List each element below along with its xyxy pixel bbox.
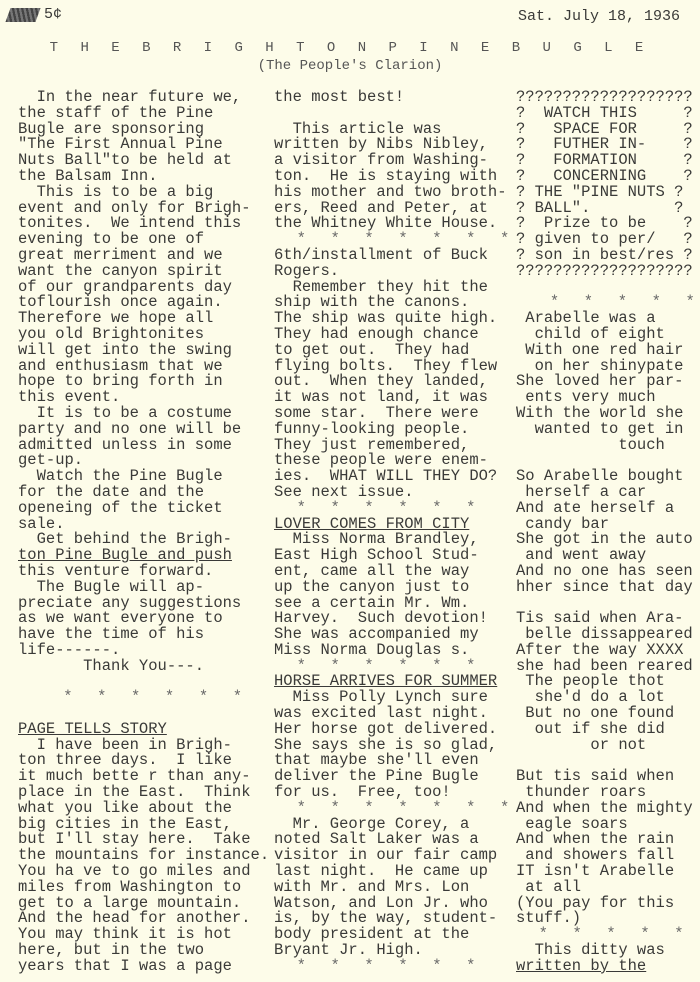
text-line: ? BALL". ? — [516, 198, 684, 217]
text-line: And when the mighty — [516, 798, 693, 817]
text-line: ? given to per/ ? — [516, 230, 693, 249]
text-line: evening to be one of — [18, 230, 205, 249]
text-line: thunder roars — [516, 783, 647, 802]
text-line: ? THE "PINE NUTS ? — [516, 182, 684, 201]
text-line: of our grandparents day — [18, 277, 232, 296]
text-line: the staff of the Pine — [18, 103, 214, 122]
text-line: have the time of his — [18, 625, 205, 644]
text-line: a visitor from Washing- — [274, 151, 488, 170]
text-line: It is to be a costume — [18, 403, 232, 422]
text-line: Thank You---. — [18, 656, 205, 675]
text-line: This is to be a big — [18, 182, 214, 201]
masthead-title: T H E B R I G H T O N P I N E B U G L E — [49, 40, 651, 56]
text-line: She got in the auto — [516, 530, 693, 549]
text-line: was excited last night. — [274, 704, 488, 723]
text-line: see a certain Mr. Wm. — [274, 593, 470, 612]
text-line: to get out. They had — [274, 340, 470, 359]
text-line: The Bugle will ap- — [18, 577, 205, 596]
separator-stars: * * * * * — [516, 925, 686, 944]
text-line: what you like about the — [18, 798, 232, 817]
text-line: This article was — [274, 119, 442, 138]
text-line: ? SPACE FOR ? — [516, 119, 693, 138]
text-line: years that I was a page — [18, 956, 232, 975]
text-line: place in the East. Think — [18, 783, 251, 802]
headline: ton Pine Bugle and push — [18, 546, 232, 565]
text-line: ies. WHAT WILL THEY DO? — [274, 467, 498, 486]
ink-smudge-icon — [5, 8, 40, 22]
text-line: They had enough chance — [274, 324, 479, 343]
text-line: herself a car — [516, 482, 647, 501]
text-line: big cities in the East, — [18, 814, 232, 833]
text-line: And the head for another. — [18, 909, 251, 928]
text-line: with Mr. and Mrs. Lon — [274, 877, 470, 896]
text-line: ent, came all the way — [274, 561, 470, 580]
text-line: or not — [516, 735, 647, 754]
text-line: stuff.) — [516, 909, 582, 928]
text-line: eagle soars — [516, 814, 628, 833]
text-line: And ate herself a — [516, 498, 675, 517]
column-right — [516, 90, 697, 975]
text-line: for us. Free, too! — [274, 783, 451, 802]
text-line: ? FUTHER IN- ? — [516, 135, 693, 154]
text-line: Watch the Pine Bugle — [18, 467, 223, 486]
text-line: openeing of the ticket — [18, 498, 223, 517]
masthead-subtitle: (The People's Clarion) — [257, 58, 443, 74]
text-line: Bryant Jr. High. — [274, 941, 423, 960]
text-line: the Balsam Inn. — [18, 166, 158, 185]
headline: PAGE TELLS STORY — [18, 719, 167, 738]
text-line: And when the rain — [516, 830, 675, 849]
text-line: written by Nibs Nibley, — [274, 135, 488, 154]
text-line: life------. — [18, 640, 121, 659]
text-line: ? Prize to be ? — [516, 214, 693, 233]
text-line: visitor in our fair camp — [274, 846, 498, 865]
text-line: ents very much — [516, 388, 656, 407]
text-line: After the way XXXX — [516, 640, 684, 659]
text-line: out if she did — [516, 719, 665, 738]
text-line: it was not land, it was — [274, 388, 488, 407]
text-line: See next issue. — [274, 482, 414, 501]
text-line: party and no one will be — [18, 419, 242, 438]
text-line: "The First Annual Pine — [18, 135, 223, 154]
text-line: event and only for Brigh- — [18, 198, 251, 217]
text-line: Bugle are sponsoring — [18, 119, 205, 138]
separator-stars: * * * * * — [516, 293, 697, 312]
text-line: The people thot — [516, 672, 665, 691]
text-line: and went away — [516, 546, 647, 565]
price-text: 5¢ — [44, 6, 63, 23]
text-line: You ha ve to go miles and — [18, 862, 251, 881]
text-line: ton three days. I like — [18, 751, 232, 770]
headline: HORSE ARRIVES FOR SUMMER — [274, 672, 498, 691]
text-line: Arabelle was a — [516, 309, 656, 328]
text-line: wanted to get in — [516, 419, 684, 438]
text-line: ? WATCH THIS ? — [516, 103, 693, 122]
text-line: funny-looking people. — [274, 419, 470, 438]
text-line: that maybe she'll even — [274, 751, 479, 770]
text-line: She was accompanied my — [274, 625, 479, 644]
separator-stars: * * * * * * * — [274, 230, 512, 249]
issue-date: Sat. July 18, 1936 — [517, 8, 680, 25]
text-line: these people were enem- — [274, 451, 488, 470]
text-line: here, but in the two — [18, 941, 205, 960]
text-line: Get behind the Brigh- — [18, 530, 232, 549]
text-line: this event. — [18, 388, 121, 407]
text-line: Nuts Ball"to be held at — [18, 151, 232, 170]
separator-stars: * * * * * * — [274, 956, 478, 975]
text-line: this venture forward. — [18, 561, 214, 580]
text-line: ? FORMATION ? — [516, 151, 693, 170]
text-line: body president at the — [274, 925, 470, 944]
text-line: miles from Washington to — [18, 877, 242, 896]
text-line: I have been in Brigh- — [18, 735, 232, 754]
text-line: Mr. George Corey, a — [274, 814, 470, 833]
text-line: ??????????????????? — [516, 261, 693, 280]
text-line: In the near future we, — [18, 88, 242, 106]
text-line: candy bar — [516, 514, 610, 533]
text-line: preciate any suggestions — [18, 593, 242, 612]
text-line: (You pay for this — [516, 893, 675, 912]
text-line: Therefore we hope all — [18, 309, 214, 328]
text-line: toflourish once again. — [18, 293, 223, 312]
text-line: last night. He came up — [274, 862, 488, 881]
text-line: for the date and the — [18, 482, 205, 501]
text-line: hope to bring forth in — [18, 372, 223, 391]
separator-stars: * * * * * * — [274, 498, 478, 517]
text-line: tonites. We intend this — [18, 214, 242, 233]
text-line: his mother and two broth- — [274, 182, 507, 201]
text-line: but I'll stay here. Take — [18, 830, 251, 849]
text-line: Rogers. — [274, 261, 340, 280]
text-line: ship with the canons. — [274, 293, 470, 312]
text-line: With the world she — [516, 403, 684, 422]
text-line: Miss Polly Lynch sure — [274, 688, 488, 707]
text-line: This ditty was — [516, 941, 665, 960]
text-line: Harvey. Such devotion! — [274, 609, 488, 628]
text-line: Her horse got delivered. — [274, 719, 498, 738]
text-line: want the canyon spirit — [18, 261, 223, 280]
text-line: She says she is so glad, — [274, 735, 498, 754]
text-line: ??????????????????? — [516, 88, 693, 106]
text-line: IT isn't Arabelle — [516, 862, 675, 881]
text-line: out. When they landed, — [274, 372, 488, 391]
text-line: at all — [516, 877, 582, 896]
text-line: 6th/installment of Buck — [274, 245, 488, 264]
text-line: belle dissappeared — [516, 625, 693, 644]
text-line: But no one found — [516, 704, 675, 723]
text-line: the Whitney White House. — [274, 214, 498, 233]
text-line: admitted unless in some — [18, 435, 232, 454]
text-line: as we want everyone to — [18, 609, 223, 628]
text-line: some star. There were — [274, 403, 479, 422]
text-line: up the canyon just to — [274, 577, 470, 596]
text-line: With one red hair — [516, 340, 684, 359]
text-line: will get into the swing — [18, 340, 232, 359]
text-line: Tis said when Ara- — [516, 609, 684, 628]
text-line: noted Salt Laker was a — [274, 830, 479, 849]
text-line: she had been reared — [516, 656, 693, 675]
text-line: She loved her par- — [516, 372, 684, 391]
separator-stars: * * * * * * — [274, 656, 478, 675]
text-line: You may think it is hot — [18, 925, 232, 944]
column-middle — [274, 90, 511, 975]
text-line: flying bolts. They flew — [274, 356, 498, 375]
text-line: The ship was quite high. — [274, 309, 498, 328]
text-line: So Arabelle bought — [516, 467, 684, 486]
text-line: child of eight — [516, 324, 665, 343]
text-line: the mountains for instance. — [18, 846, 270, 865]
column-left — [18, 90, 269, 975]
text-line: ? son in best/res ? — [516, 245, 693, 264]
separator-stars: * * * * * * — [18, 688, 245, 707]
text-line: Miss Norma Brandley, — [274, 530, 479, 549]
text-line: Watson, and Lon Jr. who — [274, 893, 488, 912]
text-line: But tis said when — [516, 767, 675, 786]
text-line: get to a large mountain. — [18, 893, 242, 912]
price-label — [8, 6, 62, 23]
text-line: deliver the Pine Bugle — [274, 767, 479, 786]
separator-stars: * * * * * * * — [274, 798, 512, 817]
text-line: Miss Norma Douglas s. — [274, 640, 470, 659]
text-line: you old Brightonites — [18, 324, 205, 343]
text-line: ton. He is staying with — [274, 166, 498, 185]
text-line: and showers fall — [516, 846, 675, 865]
text-line: touch — [516, 435, 665, 454]
text-line: hher since that day — [516, 577, 693, 596]
text-line: the most best! — [274, 88, 405, 106]
text-line: Remember they hit the — [274, 277, 488, 296]
text-line: ? CONCERNING ? — [516, 166, 693, 185]
text-line: sale. — [18, 514, 65, 533]
text-line: East High School Stud- — [274, 546, 479, 565]
text-line: on her shinypate — [516, 356, 684, 375]
text-line: And no one has seen — [516, 561, 693, 580]
headline: LOVER COMES FROM CITY — [274, 514, 470, 533]
text-line: she'd do a lot — [516, 688, 665, 707]
text-line: They just remembered, — [274, 435, 470, 454]
headline: written by the — [516, 956, 647, 975]
text-line: ers, Reed and Peter, at — [274, 198, 488, 217]
text-line: is, by the way, student- — [274, 909, 498, 928]
text-line: and enthusiasm that we — [18, 356, 223, 375]
text-line: great merriment and we — [18, 245, 223, 264]
text-line: it much bette r than any- — [18, 767, 251, 786]
text-line: get-up. — [18, 451, 84, 470]
